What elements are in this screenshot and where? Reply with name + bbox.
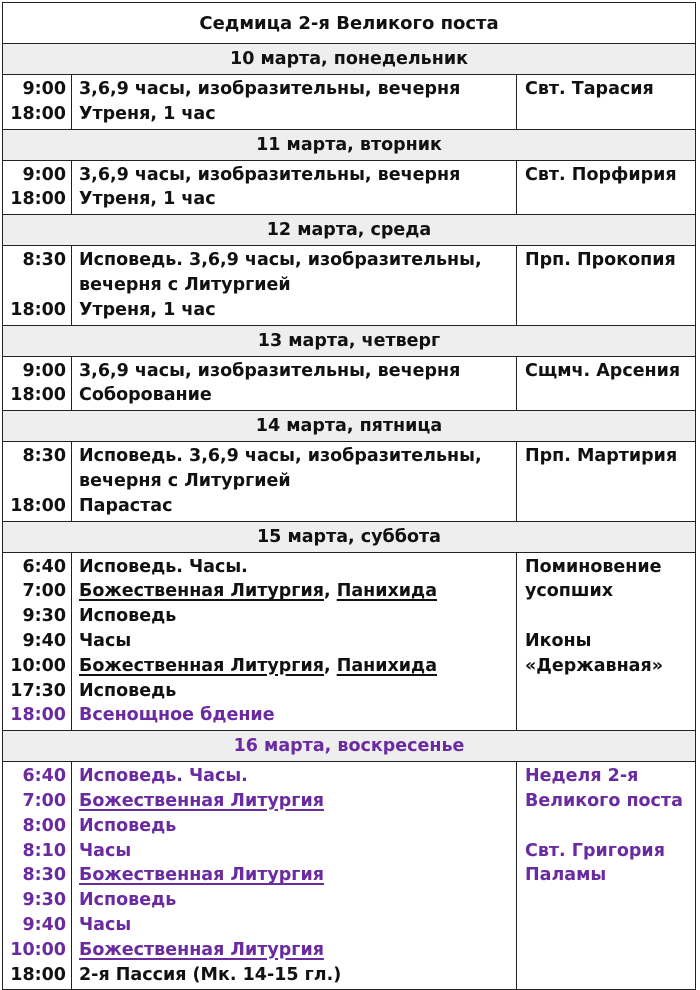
separator: ,: [323, 655, 337, 676]
day-schedule-row: [3, 246, 696, 325]
service-time: [3, 273, 71, 298]
feast-column: [517, 160, 696, 215]
service-name: Часы: [79, 914, 132, 935]
day-header-row: [3, 215, 696, 246]
service-name: Утреня, 1 час: [79, 103, 216, 124]
feast-column: [517, 442, 696, 521]
service-time: 9:00: [22, 164, 66, 185]
services-column: [72, 552, 517, 731]
service-time: 18:00: [10, 299, 66, 320]
service-name: 3,6,9 часы, изобразительны, вечерня: [79, 164, 461, 185]
service-name: Всенощное бдение: [79, 705, 275, 726]
service-name: Исповедь. 3,6,9 часы, изобразительны,: [79, 446, 482, 467]
service-name: Исповедь. 3,6,9 часы, изобразительны,: [79, 250, 482, 271]
service-time: 8:10: [22, 840, 66, 861]
feast-name: Великого поста: [525, 790, 683, 811]
feast-spacer: [525, 604, 691, 629]
service-name: [72, 579, 516, 604]
service-time: 9:40: [22, 630, 66, 651]
feast-column: [517, 246, 696, 325]
day-header: 13 марта, четверг: [3, 325, 696, 356]
service-name: Исповедь: [79, 890, 177, 911]
times-column: [3, 762, 72, 990]
feast-column: [517, 356, 696, 411]
service-name: вечерня с Литургией: [79, 274, 291, 295]
service-name: Утреня, 1 час: [79, 299, 216, 320]
service-name: Утреня, 1 час: [79, 189, 216, 210]
service-time: 17:30: [10, 680, 66, 701]
times-column: [3, 160, 72, 215]
service-link-liturgy[interactable]: Божественная Литургия: [79, 790, 324, 811]
service-time: 7:00: [22, 581, 66, 602]
day-header-row: [3, 325, 696, 356]
service-time: 8:30: [22, 865, 66, 886]
service-name: [72, 789, 516, 814]
feast-name: Прп. Мартирия: [525, 446, 678, 467]
service-name: Исповедь: [79, 606, 177, 627]
feast-name: Поминовение: [525, 556, 662, 577]
service-time: 9:40: [22, 914, 66, 935]
times-column: [3, 75, 72, 130]
service-time: 7:00: [22, 790, 66, 811]
service-link-panikhida[interactable]: Панихида: [336, 655, 438, 676]
service-time: 9:00: [22, 360, 66, 381]
day-header-row: [3, 44, 696, 75]
service-time: 10:00: [10, 655, 66, 676]
services-column: [72, 75, 517, 130]
day-schedule-row: [3, 356, 696, 411]
services-column: [72, 762, 517, 990]
service-name: [72, 654, 516, 679]
feast-name: «Державная»: [525, 655, 664, 676]
service-link-liturgy[interactable]: Божественная Литургия: [79, 939, 324, 960]
schedule-table: [2, 2, 696, 990]
service-time: 18:00: [10, 495, 66, 516]
day-schedule-row: [3, 442, 696, 521]
day-header: 16 марта, воскресенье: [3, 731, 696, 762]
feast-name: Паламы: [525, 865, 607, 886]
service-name: Соборование: [79, 385, 212, 406]
day-schedule-row: [3, 75, 696, 130]
service-time: 8:30: [22, 446, 66, 467]
feast-name: Неделя 2-я: [525, 766, 639, 787]
service-time: 18:00: [10, 705, 66, 726]
services-column: [72, 442, 517, 521]
day-header: 10 марта, понедельник: [3, 44, 696, 75]
service-time: 9:30: [22, 606, 66, 627]
times-column: [3, 246, 72, 325]
service-link-liturgy[interactable]: Божественная Литургия: [79, 581, 324, 602]
schedule-title: Седмица 2-я Великого поста: [3, 3, 696, 44]
service-name: Исповедь. Часы.: [79, 766, 248, 787]
feast-column: [517, 75, 696, 130]
service-name: Исповедь. Часы.: [79, 556, 248, 577]
feast-name: усопших: [525, 581, 614, 602]
day-header-row: [3, 731, 696, 762]
feast-name: Прп. Прокопия: [525, 250, 676, 271]
service-name: 3,6,9 часы, изобразительны, вечерня: [79, 79, 461, 99]
day-schedule-row: [3, 762, 696, 990]
service-link-panikhida[interactable]: Панихида: [336, 581, 438, 602]
feast-name: Свт. Григория: [525, 840, 665, 861]
service-time: 9:30: [22, 890, 66, 911]
feast-spacer: [525, 814, 691, 839]
service-name: Часы: [79, 840, 132, 861]
service-time: [3, 469, 71, 494]
feast-name: Свт. Порфирия: [525, 164, 677, 185]
service-name: 3,6,9 часы, изобразительны, вечерня: [79, 360, 461, 381]
services-column: [72, 356, 517, 411]
day-header-row: [3, 129, 696, 160]
feast-name: Сщмч. Арсения: [525, 360, 681, 381]
service-link-liturgy[interactable]: Божественная Литургия: [79, 865, 324, 886]
day-header-row: [3, 411, 696, 442]
service-time: 18:00: [10, 964, 66, 985]
title-row: [3, 3, 696, 44]
times-column: [3, 552, 72, 731]
service-time: 8:30: [22, 250, 66, 271]
day-header: 15 марта, суббота: [3, 521, 696, 552]
service-time: 18:00: [10, 385, 66, 406]
feast-column: [517, 552, 696, 731]
service-name: Исповедь: [79, 815, 177, 836]
service-time: 18:00: [10, 189, 66, 210]
service-time: 6:40: [22, 766, 66, 787]
service-time: 8:00: [22, 815, 66, 836]
day-header: 14 марта, пятница: [3, 411, 696, 442]
day-header-row: [3, 521, 696, 552]
service-time: 6:40: [22, 556, 66, 577]
service-time: 18:00: [10, 103, 66, 124]
service-name: [72, 863, 516, 888]
feast-name: Иконы: [525, 630, 592, 651]
service-name: 2-я Пассия (Мк. 14-15 гл.): [79, 964, 342, 985]
day-header: 12 марта, среда: [3, 215, 696, 246]
day-header: 11 марта, вторник: [3, 129, 696, 160]
services-column: [72, 246, 517, 325]
service-name: вечерня с Литургией: [79, 470, 291, 491]
service-name: Часы: [79, 630, 132, 651]
times-column: [3, 442, 72, 521]
service-time: 9:00: [22, 79, 66, 99]
times-column: [3, 356, 72, 411]
feast-name: Свт. Тарасия: [525, 79, 654, 99]
service-link-liturgy[interactable]: Божественная Литургия: [79, 655, 324, 676]
day-schedule-row: [3, 160, 696, 215]
feast-column: [517, 762, 696, 990]
service-name: [72, 938, 516, 963]
service-time: 10:00: [10, 939, 66, 960]
separator: ,: [323, 581, 337, 602]
services-column: [72, 160, 517, 215]
day-schedule-row: [3, 552, 696, 731]
service-name: Парастас: [79, 495, 173, 516]
service-name: Исповедь: [79, 680, 177, 701]
